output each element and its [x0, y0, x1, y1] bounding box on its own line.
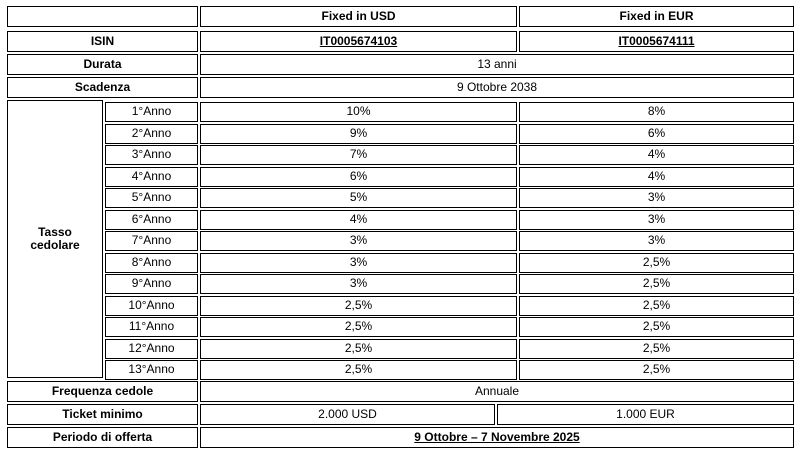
tasso-year: 7°Anno — [105, 231, 198, 251]
tasso-eur: 4% — [519, 167, 794, 187]
tasso-year: 2°Anno — [105, 124, 198, 144]
ticket-label: Ticket minimo — [7, 404, 198, 425]
tasso-year: 8°Anno — [105, 253, 198, 273]
tasso-usd: 2,5% — [200, 360, 517, 380]
tasso-year: 6°Anno — [105, 210, 198, 230]
frequenza-value: Annuale — [200, 381, 794, 402]
isin-eur-link[interactable]: IT0005674111 — [519, 31, 794, 52]
tasso-eur: 4% — [519, 145, 794, 165]
durata-value: 13 anni — [200, 54, 794, 75]
tasso-eur: 2,5% — [519, 339, 794, 359]
tasso-usd: 2,5% — [200, 317, 517, 337]
header-empty-cell — [7, 6, 198, 27]
isin-usd-link[interactable]: IT0005674103 — [200, 31, 517, 52]
tasso-year: 11°Anno — [105, 317, 198, 337]
tasso-usd: 3% — [200, 253, 517, 273]
tasso-usd: 2,5% — [200, 296, 517, 316]
durata-label: Durata — [7, 54, 198, 75]
tasso-eur: 3% — [519, 188, 794, 208]
tasso-usd: 3% — [200, 231, 517, 251]
tasso-year: 10°Anno — [105, 296, 198, 316]
tasso-eur: 3% — [519, 231, 794, 251]
tasso-year: 9°Anno — [105, 274, 198, 294]
tasso-year: 12°Anno — [105, 339, 198, 359]
header-usd: Fixed in USD — [200, 6, 517, 27]
tasso-year: 4°Anno — [105, 167, 198, 187]
tasso-usd: 4% — [200, 210, 517, 230]
tasso-year: 5°Anno — [105, 188, 198, 208]
tasso-eur: 2,5% — [519, 296, 794, 316]
tasso-label: Tasso cedolare — [7, 100, 103, 378]
tasso-eur: 2,5% — [519, 317, 794, 337]
tasso-usd: 7% — [200, 145, 517, 165]
scadenza-label: Scadenza — [7, 77, 198, 98]
scadenza-value: 9 Ottobre 2038 — [200, 77, 794, 98]
tasso-usd: 10% — [200, 102, 517, 122]
tasso-eur: 2,5% — [519, 360, 794, 380]
tasso-year: 1°Anno — [105, 102, 198, 122]
tasso-year: 13°Anno — [105, 360, 198, 380]
ticket-usd: 2.000 USD — [200, 404, 495, 425]
periodo-value: 9 Ottobre – 7 Novembre 2025 — [200, 427, 794, 448]
ticket-eur: 1.000 EUR — [497, 404, 794, 425]
periodo-label: Periodo di offerta — [7, 427, 198, 448]
tasso-eur: 6% — [519, 124, 794, 144]
tasso-year: 3°Anno — [105, 145, 198, 165]
frequenza-label: Frequenza cedole — [7, 381, 198, 402]
tasso-usd: 2,5% — [200, 339, 517, 359]
header-eur: Fixed in EUR — [519, 6, 794, 27]
tasso-usd: 9% — [200, 124, 517, 144]
tasso-eur: 2,5% — [519, 253, 794, 273]
tasso-eur: 3% — [519, 210, 794, 230]
tasso-usd: 6% — [200, 167, 517, 187]
tasso-eur: 8% — [519, 102, 794, 122]
tasso-usd: 3% — [200, 274, 517, 294]
tasso-usd: 5% — [200, 188, 517, 208]
tasso-eur: 2,5% — [519, 274, 794, 294]
isin-label: ISIN — [7, 31, 198, 52]
